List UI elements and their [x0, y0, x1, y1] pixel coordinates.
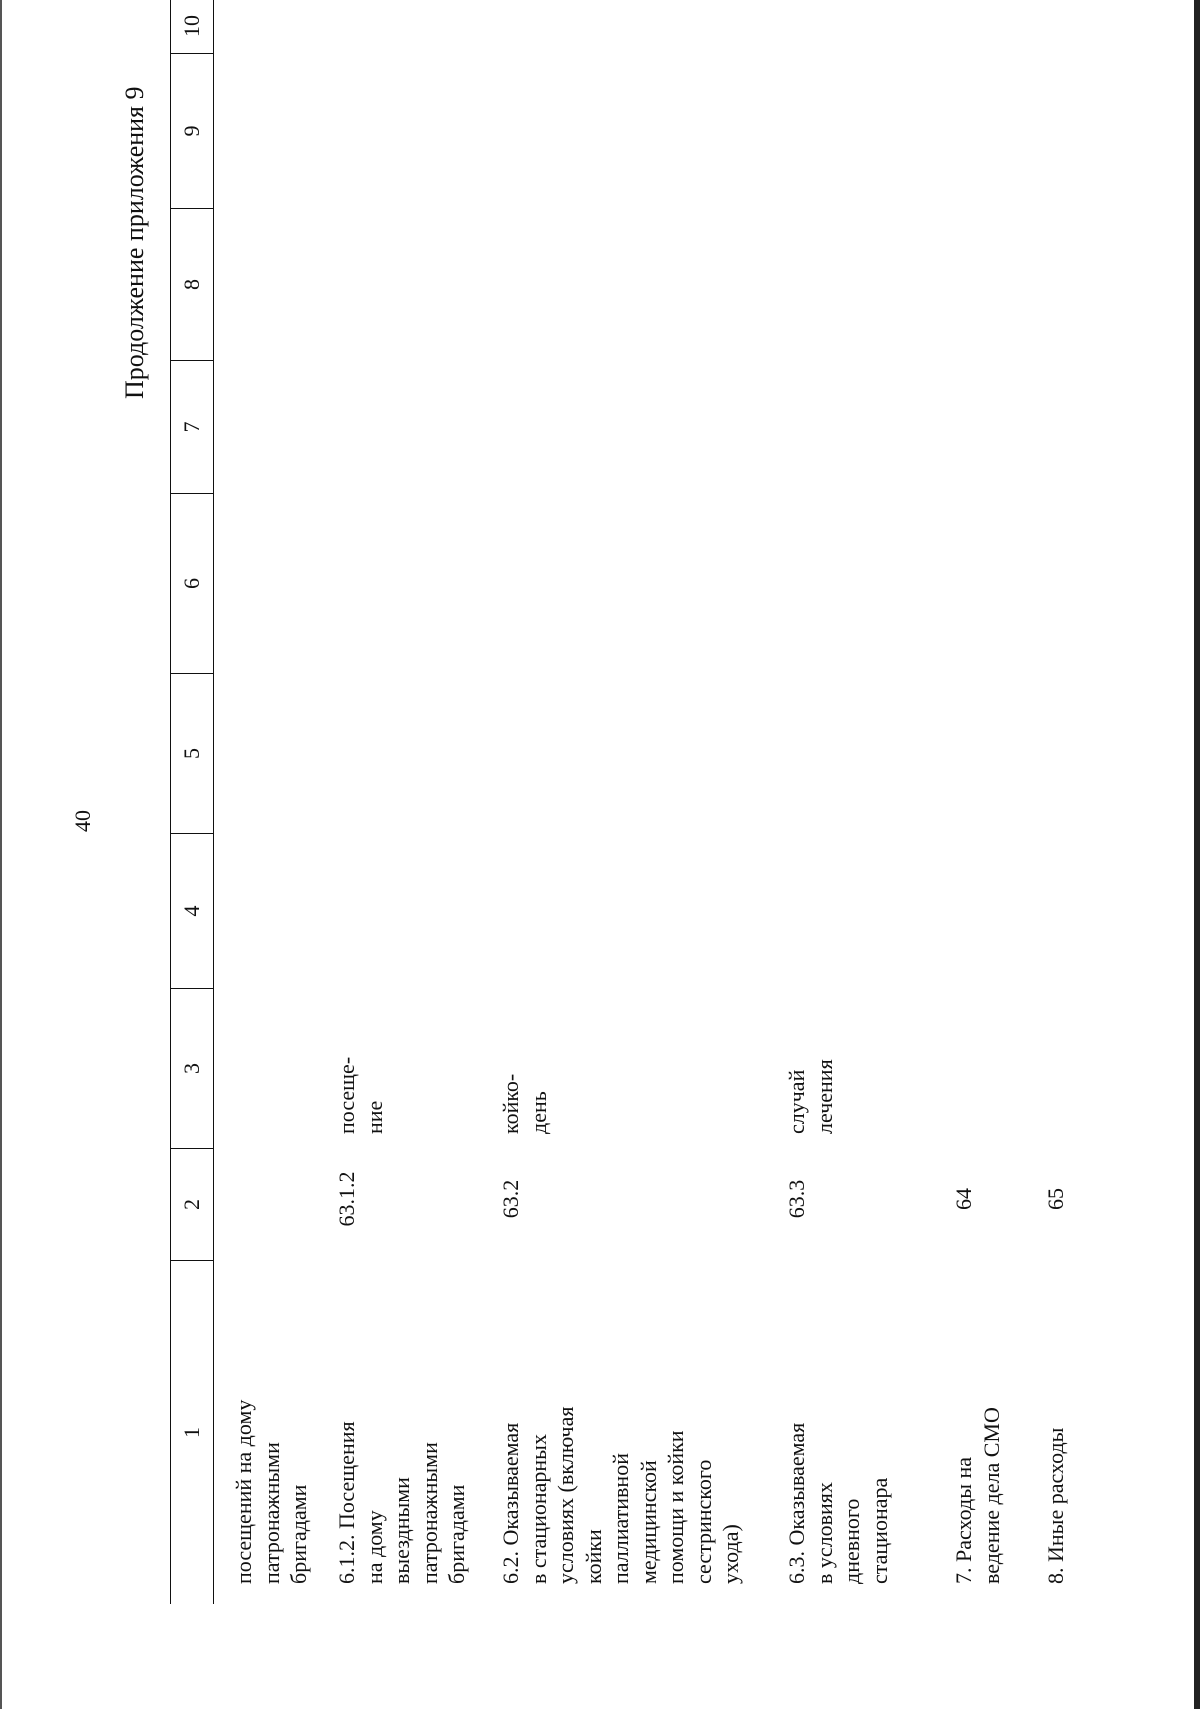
header-col-9: 9 — [171, 54, 213, 209]
row-name: 6.1.2. Посещения на дому выездными патронажными бригадами — [334, 1421, 469, 1584]
header-col-3: 3 — [171, 989, 213, 1149]
row-code: 63.1.2 — [334, 1171, 359, 1227]
row-code: 65 — [1043, 1188, 1068, 1210]
row-code: 64 — [951, 1188, 976, 1210]
row-name: 6.2. Оказываемая в стационарных условиях (включая койки паллиативной медицинской помощи и койки сестринского ухода) — [498, 1406, 743, 1584]
header-col-2: 2 — [171, 1149, 213, 1261]
row-unit: случай лечения — [784, 1059, 837, 1134]
header-col-6: 6 — [171, 494, 213, 674]
row-unit: койко- день — [498, 1073, 551, 1134]
row-name: 7. Расходы на ведение дела СМО — [951, 1407, 1004, 1584]
table-header-row — [170, 0, 214, 1604]
header-col-5: 5 — [171, 674, 213, 834]
page-number: 40 — [70, 810, 95, 832]
header-col-10: 10 — [171, 0, 213, 54]
row-name: посещений на дому патронажными бригадами — [231, 1399, 311, 1584]
row-name: 8. Иные расходы — [1043, 1427, 1068, 1584]
header-col-1: 1 — [179, 1427, 204, 1438]
row-name: 6.3. Оказываемая в условиях дневного стационара — [784, 1422, 892, 1584]
row-code: 63.2 — [498, 1179, 523, 1219]
data-table — [170, 0, 1068, 1604]
row-code: 63.3 — [784, 1179, 809, 1219]
row-unit: посеще- ние — [334, 1056, 387, 1134]
header-col-7: 7 — [171, 361, 213, 494]
header-col-8: 8 — [171, 209, 213, 361]
appendix-continuation-note: Продолжение приложения 9 — [120, 86, 149, 399]
header-col-4: 4 — [171, 834, 213, 989]
